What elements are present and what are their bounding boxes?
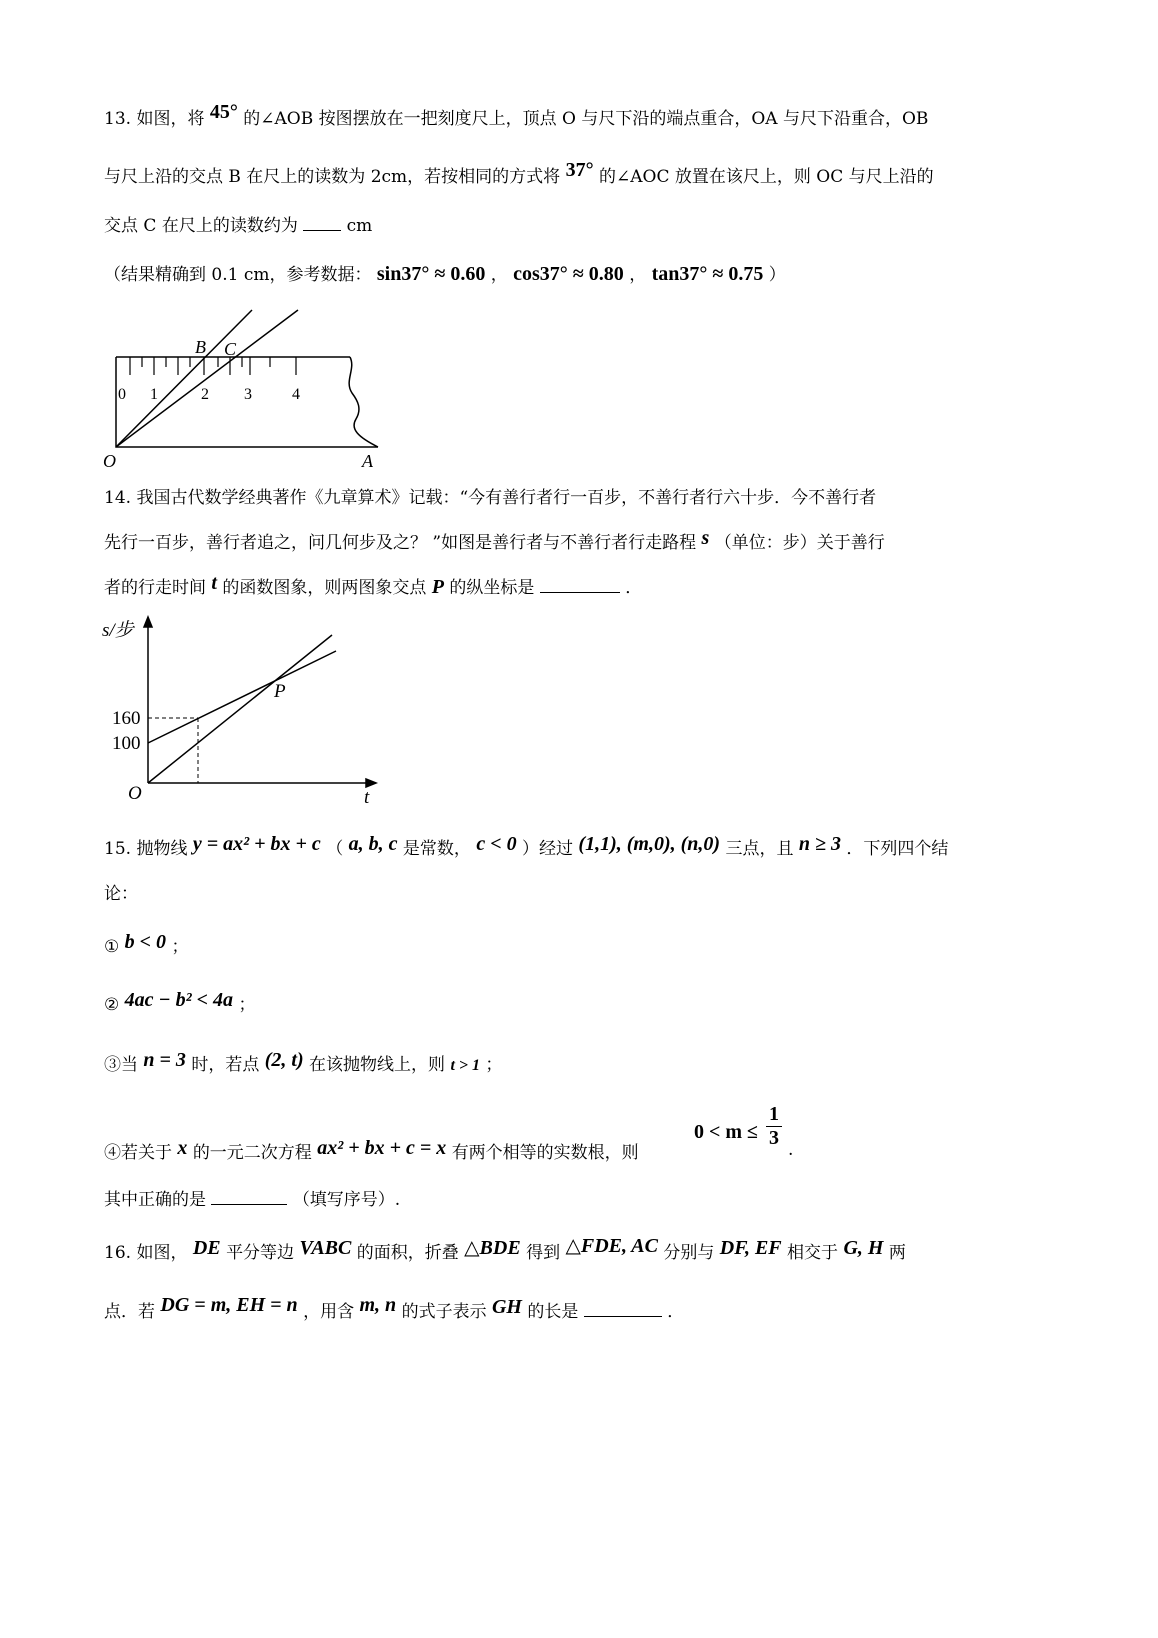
- triangle-FDE: △FDE, AC: [565, 1235, 658, 1257]
- answer-blank-16[interactable]: [584, 1298, 662, 1317]
- parabola-eq: y = ax² + bx + c: [192, 833, 321, 855]
- q13-line1: 13. 如图，将 45° 的∠AOB 按图摆放在一把刻度尺上，顶点 O 与尺下沿的端点重合，OA 与尺下沿重合，OB: [104, 101, 929, 129]
- line-good-walker: [148, 635, 332, 783]
- var-x: x: [177, 1137, 188, 1159]
- tick-label-1: 1: [150, 386, 158, 403]
- point-2-t: (2, t): [264, 1049, 304, 1071]
- tan-ref: tan37° ≈ 0.75: [651, 263, 764, 285]
- seg-DE: DE: [192, 1237, 221, 1259]
- q16-line2: 点．若 DG = m, EH = n ，用含 m, n 的式子表示 GH 的长是 ．: [104, 1294, 685, 1322]
- q13-line2: 与尺上沿的交点 B 在尺上的读数为 2cm，若按相同的方式将 37° 的∠AOC 放置在该尺上，则 OC 与尺上沿的: [104, 159, 934, 187]
- cos-ref: cos37° ≈ 0.80: [513, 263, 624, 285]
- point-P-label: P: [274, 681, 286, 702]
- line-OC: [116, 310, 298, 447]
- tick-label-4: 4: [292, 386, 300, 403]
- function-graph: [100, 615, 400, 810]
- seg-GH: GH: [491, 1296, 522, 1318]
- q15-conclusion-3: ③当 n = 3 时，若点 (2, t) 在该抛物线上，则 t > 1 ；: [104, 1049, 503, 1075]
- quadratic-eq: ax² + bx + c = x: [317, 1137, 447, 1159]
- q13-line4: （结果精确到 0.1 cm，参考数据： sin37° ≈ 0.60 ， cos37° ≈ 0.80 ， tan37° ≈ 0.75 ）: [104, 263, 786, 285]
- vars-m-n: m, n: [359, 1294, 397, 1316]
- line-slow-walker: [148, 651, 336, 743]
- y-tick-100: 100: [112, 733, 141, 754]
- label-O: O: [103, 451, 116, 471]
- q15-conclusion-2: ② 4ac − b² < 4a ；: [104, 989, 256, 1015]
- angle-45: 45°: [209, 101, 238, 123]
- fraction-one-third: $\frac{1}{3}$: [766, 1103, 782, 1150]
- q14-line3: 者的行走时间 t 的函数图象，则两图象交点 P 的纵坐标是 ．: [104, 572, 643, 598]
- y-tick-160: 160: [112, 708, 141, 729]
- var-s: s: [701, 527, 710, 549]
- q16-line1: 16. 如图， DE 平分等边 VABC 的面积，折叠 △BDE 得到 △FDE, AC 分别与 DF, EF 相交于 G, H 两: [104, 1235, 906, 1263]
- var-P: P: [431, 576, 444, 598]
- answer-blank-13[interactable]: [303, 212, 341, 231]
- triangle-BDE: △BDE: [464, 1237, 521, 1259]
- q15-answer-line: 其中正确的是 （填写序号）.: [104, 1186, 400, 1212]
- answer-blank-15[interactable]: [211, 1186, 287, 1205]
- c-negative: c < 0: [476, 833, 517, 855]
- coeffs: a, b, c: [348, 833, 398, 855]
- conclusion-2-expr: 4ac − b² < 4a: [124, 989, 234, 1011]
- y-axis-arrow: [144, 617, 152, 627]
- ruler-figure: [100, 305, 400, 475]
- var-t: t: [211, 572, 217, 594]
- triangle-ABC: VABC: [299, 1237, 352, 1259]
- q14-line2: 先行一百步，善行者追之，问几何步及之？ ”如图是善行者与不善行者行走路程 s （单位：步）关于善行: [104, 527, 885, 553]
- t-greater-1: t > 1: [450, 1057, 481, 1074]
- x-axis-label: t: [364, 787, 370, 808]
- q15-line1: 15. 抛物线 y = ax² + bx + c （ a, b, c 是常数， c < 0 ）经过 (1,1), (m,0), (n,0) 三点，且 n ≥ 3 ．下列四个结: [104, 833, 949, 859]
- sin-ref: sin37° ≈ 0.60: [376, 263, 486, 285]
- label-B: B: [195, 337, 206, 357]
- y-axis-label: s/步: [102, 620, 134, 641]
- angle-37: 37°: [565, 159, 594, 181]
- x-axis-arrow: [366, 779, 376, 787]
- q13-line3: 交点 C 在尺上的读数约为 cm: [104, 212, 372, 238]
- label-A: A: [362, 451, 373, 471]
- q15-line2: 论：: [104, 884, 138, 904]
- q15-conclusion-4: ④若关于 x 的一元二次方程 ax² + bx + c = x 有两个相等的实数根，则: [104, 1137, 639, 1163]
- conclusion-1-expr: b < 0: [124, 931, 167, 953]
- three-points: (1,1), (m,0), (n,0): [578, 833, 721, 855]
- n-equals-3: n = 3: [143, 1049, 186, 1071]
- ruler-ticks: [130, 357, 296, 375]
- given-DG-EH: DG = m, EH = n: [160, 1294, 298, 1316]
- tick-label-0: 0: [118, 386, 126, 403]
- q15-conclusion-1: ① b < 0 ；: [104, 931, 189, 957]
- ruler-break-edge: [349, 357, 378, 447]
- origin-label: O: [128, 783, 142, 804]
- n-condition: n ≥ 3: [798, 833, 841, 855]
- seg-DF-EF: DF, EF: [719, 1237, 782, 1259]
- points-G-H: G, H: [843, 1237, 884, 1259]
- m-range: 0 < m ≤: [694, 1121, 759, 1143]
- line-OB: [116, 310, 252, 447]
- tick-label-2: 2: [201, 386, 209, 403]
- tick-label-3: 3: [244, 386, 252, 403]
- q14-line1: 14. 我国古代数学经典著作《九章算术》记载：“今有善行者行一百步，不善行者行六十步．今不善行者: [104, 488, 877, 508]
- label-C: C: [224, 339, 237, 359]
- answer-blank-14[interactable]: [540, 574, 620, 593]
